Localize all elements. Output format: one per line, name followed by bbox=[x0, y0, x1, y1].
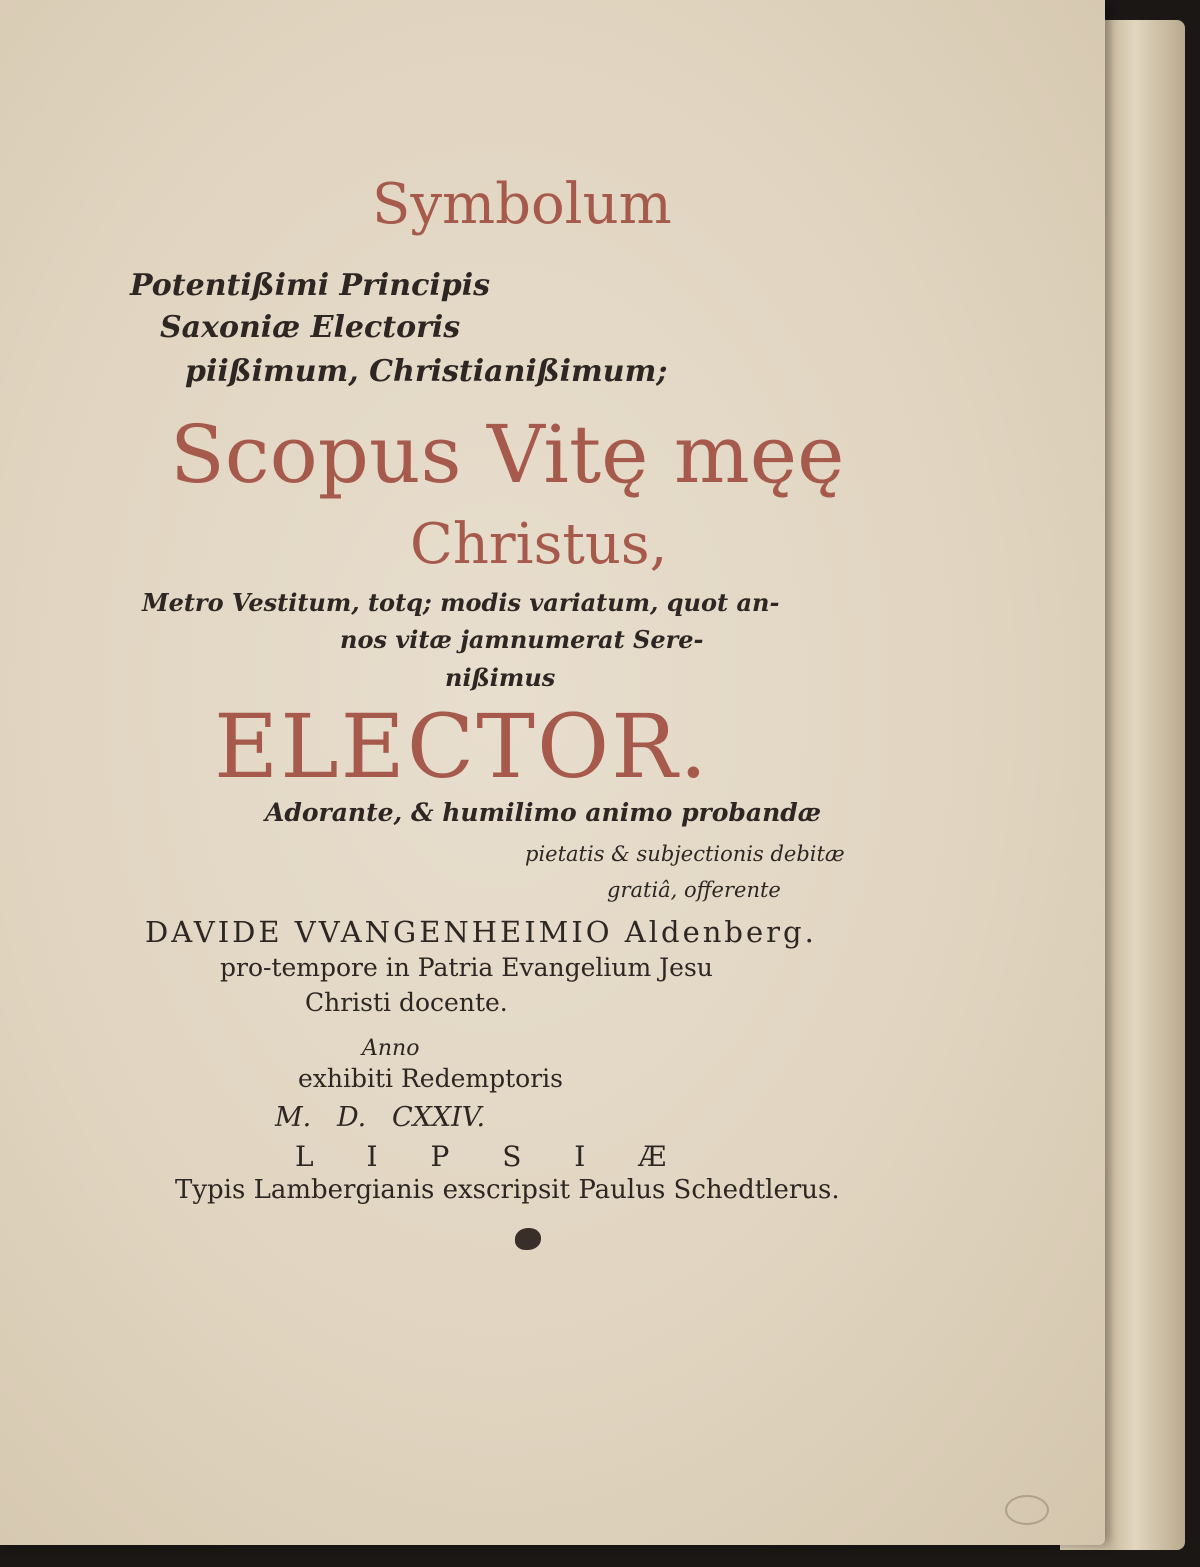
anno: Anno bbox=[362, 1036, 420, 1061]
paper-stain bbox=[1005, 1495, 1049, 1525]
dedication-line: Adorante, & humilimo animo probandæ bbox=[265, 798, 822, 827]
author-name: DAVIDE VVANGENHEIMIO Aldenberg. bbox=[145, 915, 817, 949]
description-line: nos vitæ jamnumerat Sere- bbox=[340, 625, 704, 654]
place: L I P S I Æ bbox=[295, 1140, 689, 1173]
author-line: pro-tempore in Patria Evangelium Jesu bbox=[220, 953, 713, 982]
elector-heading: ELECTOR. bbox=[214, 695, 710, 798]
description-line: nißimus bbox=[445, 663, 556, 692]
printer-line: Typis Lambergianis exscripsit Paulus Schedtlerus. bbox=[175, 1175, 840, 1205]
year: M. D. CXXIV. bbox=[275, 1102, 486, 1133]
subtitle-line: Potentißimi Principis bbox=[130, 268, 491, 303]
motto-line: Scopus Vitę męę bbox=[170, 408, 845, 501]
subtitle-line: piißimum, Christianißimum; bbox=[185, 354, 668, 389]
subtitle-line: Saxoniæ Electoris bbox=[160, 310, 461, 345]
dedication-line: pietatis & subjectionis debitæ bbox=[525, 842, 845, 866]
title: Symbolum bbox=[372, 172, 672, 237]
exhibiti-line: exhibiti Redemptoris bbox=[298, 1064, 563, 1093]
description-line: Metro Vestitum, totq; modis variatum, quot an- bbox=[142, 588, 780, 617]
dedication-line: gratiâ, offerente bbox=[607, 878, 781, 902]
ornament-icon bbox=[515, 1228, 541, 1250]
author-line: Christi docente. bbox=[305, 988, 508, 1017]
motto-line: Christus, bbox=[410, 512, 668, 577]
